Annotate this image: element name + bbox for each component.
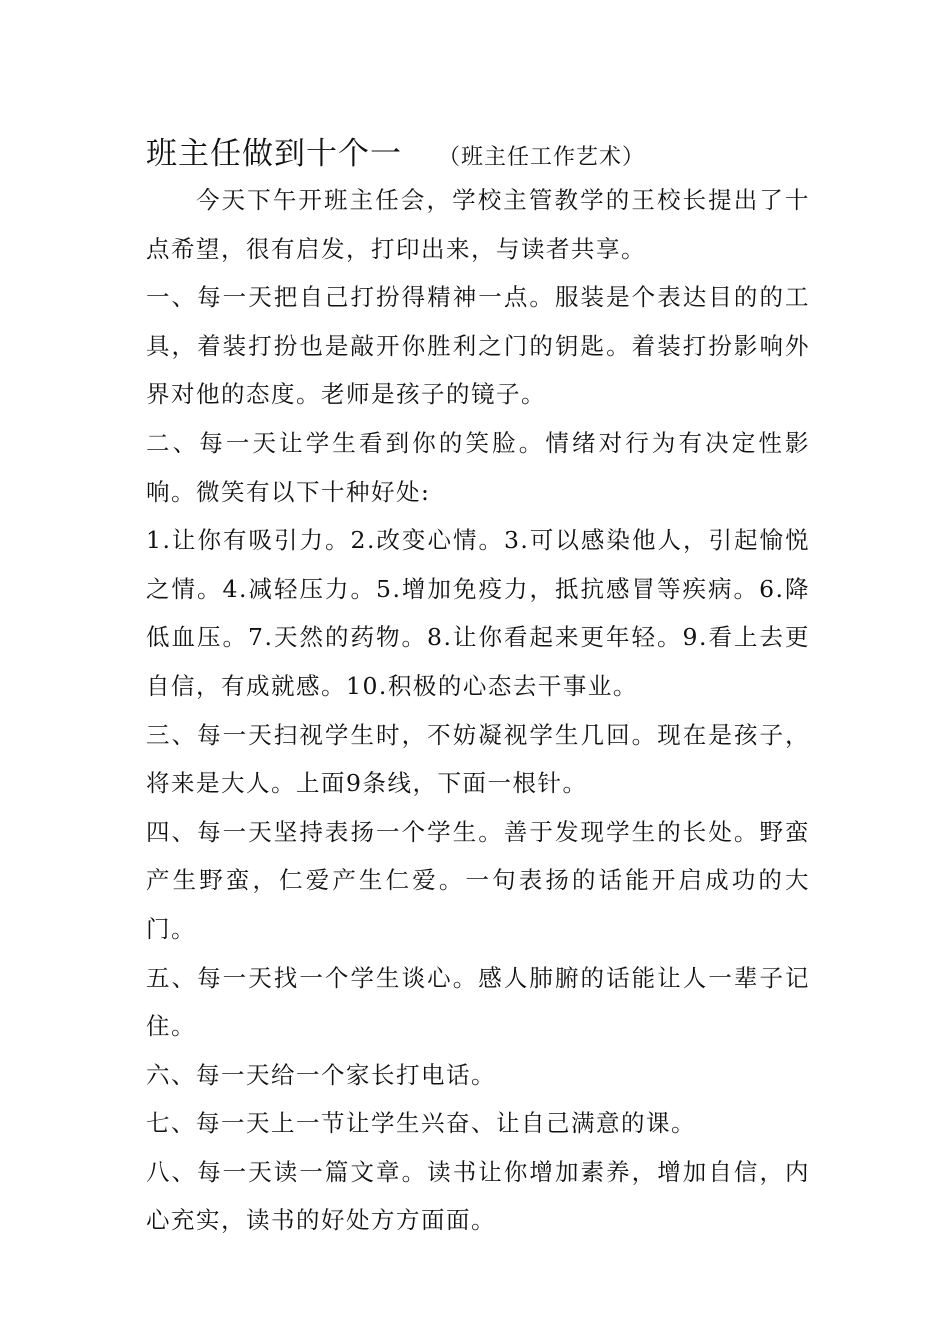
paragraph-item-8: 八、每一天读一篇文章。读书让你增加素养，增加自信，内心充实，读书的好处方方面面。 — [146, 1157, 810, 1235]
title-line — [146, 128, 826, 178]
paragraph-item-3: 三、每一天扫视学生时，不妨凝视学生几回。现在是孩子，将来是大人。上面9条线，下面一根针。 — [146, 720, 810, 798]
paragraph-item-7: 七、每一天上一节让学生兴奋、让自己满意的课。 — [146, 1109, 696, 1138]
intro-paragraph: 今天下午开班主任会，学校主管教学的王校长提出了十点希望，很有启发，打印出来，与读者共享。 — [146, 186, 810, 263]
paragraph-item-5: 五、每一天找一个学生谈心。感人肺腑的话能让人一辈子记住。 — [146, 963, 810, 1041]
paragraph-item-2: 二、每一天让学生看到你的笑脸。情绪对行为有决定性影响。微笑有以下十种好处: — [146, 428, 810, 506]
document-body — [146, 176, 810, 1245]
paragraph-item-4: 四、每一天坚持表扬一个学生。善于发现学生的长处。野蛮产生野蛮，仁爱产生仁爱。一句表扬的话能开启成功的大门。 — [146, 817, 810, 943]
paragraph-item-1: 一、每一天把自己打扮得精神一点。服装是个表达目的的工具，着装打扮也是敲开你胜利之门的钥匙。着装打扮影响外界对他的态度。老师是孩子的镜子。 — [146, 283, 810, 409]
document-subtitle: （班主任工作艺术） — [438, 145, 646, 170]
smile-benefits-list: 1.让你有吸引力。2.改变心情。3.可以感染他人，引起愉悦之情。4.减轻压力。5.增加免疫力，抵抗感冒等疾病。6.降低血压。7.天然的药物。8.让你看起来更年轻。9.看上去更自信，有成就感。10.积极的心态去干事业。 — [146, 526, 810, 700]
paragraph-item-6: 六、每一天给一个家长打电话。 — [146, 1060, 496, 1089]
document-title: 班主任做到十个一 — [146, 136, 402, 172]
